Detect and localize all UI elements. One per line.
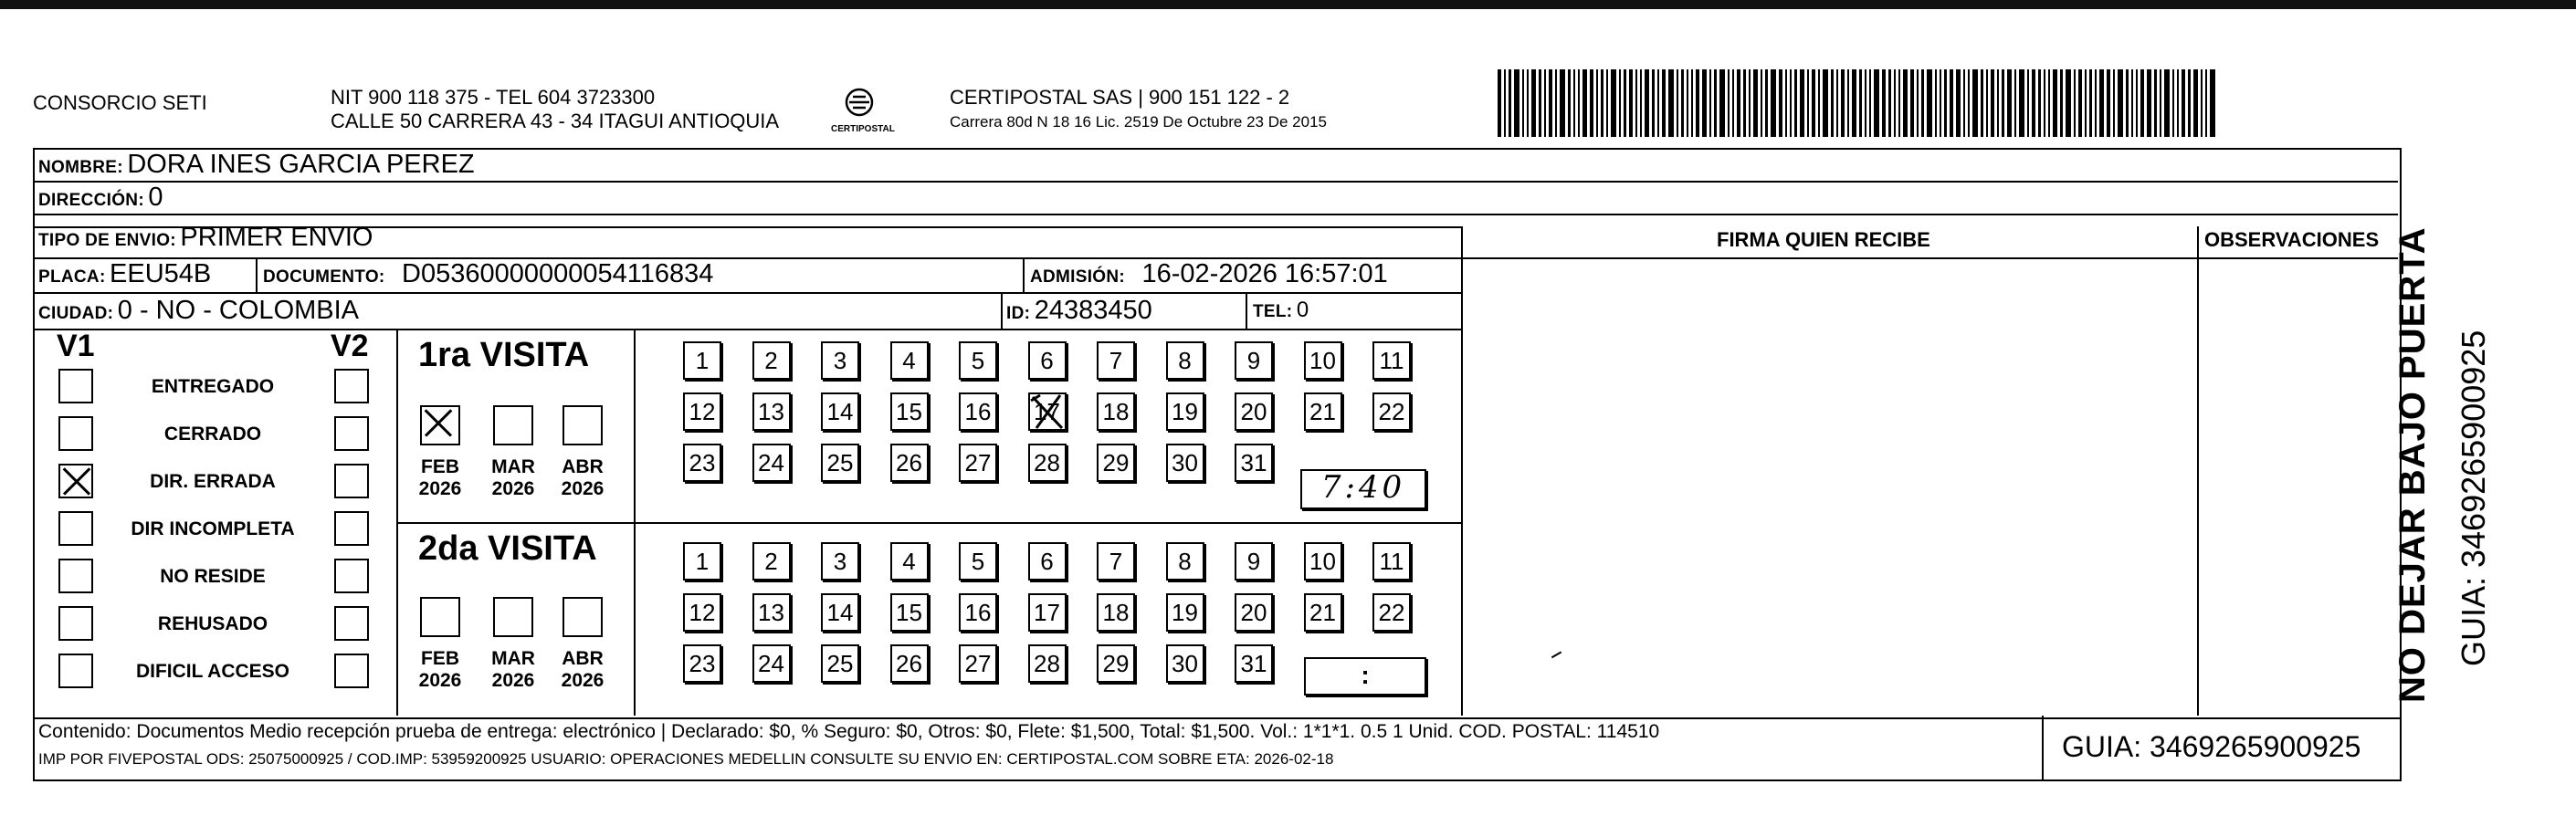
status-label: CERRADO [163, 424, 262, 445]
day-box[interactable] [959, 444, 997, 482]
placa-field [38, 259, 211, 289]
nit-line: NIT 900 118 375 - TEL 604 3723300 [331, 86, 656, 109]
day-box[interactable] [1166, 644, 1204, 683]
day-number: 29 [1102, 649, 1130, 677]
day-box[interactable] [1304, 542, 1342, 581]
imp-text: IMP POR FIVEPOSTAL ODS: 25075000925 / COD.IMP: 53959200925 USUARIO: OPERACIONES MEDELLIN CONSULTE SU ENVIO EN: CERTIPOSTAL.COM SOBRE ETA: 2026-02-18 [38, 750, 1334, 768]
month-checkbox[interactable] [420, 597, 460, 637]
day-number: 15 [896, 397, 922, 425]
v1-checkbox[interactable] [58, 369, 93, 403]
day-box[interactable] [1235, 392, 1273, 431]
day-number: 14 [826, 397, 854, 425]
day-number: 21 [1309, 397, 1336, 425]
v2-checkbox[interactable] [334, 369, 369, 403]
day-box[interactable] [821, 593, 859, 632]
month-label [555, 648, 610, 692]
v1-checkbox[interactable] [58, 464, 93, 498]
tel-label: TEL: [1253, 302, 1293, 321]
day-number: 10 [1309, 547, 1336, 575]
day-number: 20 [1240, 397, 1267, 425]
day-number: 9 [1246, 346, 1261, 374]
day-number: 27 [964, 448, 992, 476]
documento-value: D05360000000054116834 [402, 259, 714, 288]
v2-checkbox[interactable] [334, 559, 369, 593]
day-number: 31 [1240, 649, 1267, 677]
day-box[interactable] [959, 392, 997, 431]
month-name: FEB [421, 648, 459, 669]
col-divider [1461, 226, 1463, 716]
direccion-value: 0 [148, 183, 163, 212]
day-box[interactable] [1372, 542, 1411, 581]
day-number: 14 [826, 598, 854, 626]
month-name: FEB [421, 456, 459, 477]
day-number: 13 [758, 397, 784, 425]
month-checkbox[interactable] [563, 597, 603, 637]
day-box[interactable] [959, 644, 997, 683]
day-box[interactable] [890, 444, 929, 482]
day-number: 9 [1246, 547, 1261, 575]
day-number: 1 [695, 547, 710, 575]
day-number: 20 [1240, 598, 1267, 626]
direccion-label: DIRECCIÓN: [38, 191, 144, 210]
day-box[interactable] [821, 444, 859, 482]
day-box[interactable] [752, 644, 791, 683]
day-box[interactable] [752, 444, 791, 482]
day-box[interactable] [1028, 341, 1067, 380]
day-number: 4 [902, 547, 916, 575]
day-number: 23 [689, 448, 716, 476]
month-checkbox[interactable] [563, 405, 603, 445]
day-strike-mark [1027, 392, 1067, 432]
day-box[interactable] [1097, 341, 1135, 380]
day-box[interactable] [1166, 593, 1204, 632]
id-label: ID: [1006, 304, 1031, 323]
documento-label: DOCUMENTO: [263, 267, 385, 287]
day-number: 23 [689, 649, 716, 677]
day-box[interactable] [959, 341, 997, 380]
tipo-value: PRIMER ENVIO [180, 223, 373, 252]
day-number: 31 [1240, 448, 1267, 476]
barcode [1498, 69, 2219, 137]
month-year: 2026 [491, 478, 535, 499]
day-number: 12 [689, 598, 716, 626]
month-checkbox[interactable] [420, 405, 460, 445]
footer-guia: GUIA: 3469265900925 [2062, 730, 2361, 763]
day-box[interactable] [1028, 593, 1067, 632]
day-box[interactable] [1235, 644, 1273, 683]
day-number: 29 [1102, 448, 1130, 476]
day-number: 28 [1034, 649, 1060, 677]
day-number: 18 [1102, 397, 1130, 425]
day-box[interactable] [683, 644, 721, 683]
day-box[interactable] [959, 542, 997, 581]
day-box[interactable] [752, 593, 791, 632]
day-number: 4 [902, 346, 916, 374]
row-divider [35, 329, 1461, 330]
day-number: 19 [1172, 598, 1198, 626]
day-number: 2 [764, 547, 778, 575]
day-number: 30 [1172, 448, 1198, 476]
form-frame [33, 148, 2402, 719]
month-label [486, 648, 541, 692]
month-year: 2026 [491, 670, 535, 691]
day-box[interactable] [1166, 444, 1204, 482]
day-box[interactable] [1028, 392, 1067, 431]
admision-label: ADMISIÓN: [1030, 267, 1126, 287]
day-number: 30 [1172, 649, 1198, 677]
day-box[interactable] [1235, 593, 1273, 632]
day-box[interactable] [1097, 392, 1135, 431]
day-box[interactable] [1097, 593, 1135, 632]
day-box[interactable] [683, 444, 721, 482]
month-label [486, 456, 541, 500]
month-name: MAR [491, 456, 535, 477]
row-divider [35, 214, 2398, 215]
day-number: 26 [896, 448, 922, 476]
day-number: 8 [1178, 547, 1192, 575]
company-name: CONSORCIO SETI [33, 91, 207, 114]
day-number: 26 [896, 649, 922, 677]
day-box[interactable] [890, 341, 929, 380]
month-year: 2026 [418, 478, 462, 499]
ciudad-value: 0 - NO - COLOMBIA [117, 296, 360, 325]
v2-label: V2 [331, 329, 369, 363]
documento-field [263, 259, 713, 289]
logo-text: CERTIPOSTAL [831, 124, 895, 134]
day-number: 3 [833, 547, 847, 575]
day-box[interactable] [1028, 444, 1067, 482]
day-box[interactable] [890, 542, 929, 581]
day-number: 10 [1309, 346, 1336, 374]
day-box[interactable] [1304, 341, 1342, 380]
col-divider [1001, 292, 1003, 329]
day-number: 11 [1379, 346, 1404, 374]
nombre-value: DORA INES GARCIA PEREZ [127, 150, 475, 179]
visit2-time-box [1304, 657, 1426, 696]
day-number: 7 [1109, 346, 1123, 374]
v1-checkbox[interactable] [58, 654, 93, 688]
day-number: 21 [1309, 598, 1336, 626]
license-line: Carrera 80d N 18 16 Lic. 2519 De Octubre 23 De 2015 [950, 113, 1327, 131]
day-box[interactable] [752, 542, 791, 581]
month-label [555, 456, 610, 500]
tel-value: 0 [1296, 298, 1309, 322]
day-box[interactable] [1166, 392, 1204, 431]
day-number: 22 [1378, 598, 1405, 626]
day-box[interactable] [890, 593, 929, 632]
day-number: 11 [1379, 547, 1404, 575]
day-box[interactable] [1166, 341, 1204, 380]
tipo-field [38, 223, 373, 253]
firma-label: FIRMA QUIEN RECIBE [1717, 228, 1930, 251]
day-box[interactable] [1235, 341, 1273, 380]
visit1-time-box [1300, 469, 1426, 509]
day-box[interactable] [683, 542, 721, 581]
placa-label: PLACA: [38, 267, 106, 287]
day-number: 22 [1378, 397, 1405, 425]
nombre-label: NOMBRE: [38, 158, 123, 177]
day-box[interactable] [1372, 593, 1411, 632]
month-year: 2026 [418, 670, 462, 691]
status-label: DIFICIL ACCESO [135, 661, 289, 682]
admision-value: 16-02-2026 16:57:01 [1141, 259, 1388, 288]
status-label: DIR. ERRADA [150, 471, 276, 492]
contenido-text: Contenido: Documentos Medio recepción prueba de entrega: electrónico | Declarado: $0, % Seguro: $0, Otros: $0, Flete: $1,500, Total: $1,500. Vol.: 1*1*1. 0.5 1 Unid. COD. POSTAL: 114510 [38, 721, 1660, 742]
col-divider [256, 257, 258, 292]
day-box[interactable] [1372, 341, 1411, 380]
status-label: ENTREGADO [151, 376, 275, 397]
admision-field [1030, 259, 1388, 289]
tel-field [1253, 298, 1309, 323]
day-number: 7 [1109, 547, 1123, 575]
month-checkbox[interactable] [493, 405, 533, 445]
id-field [1006, 296, 1152, 326]
day-box[interactable] [683, 392, 721, 431]
col-divider [1246, 292, 1247, 329]
v2-checkbox[interactable] [334, 606, 369, 641]
side-warning: NO DEJAR BAJO PUERTA [2392, 226, 2433, 703]
address-line: CALLE 50 CARRERA 43 - 34 ITAGUI ANTIOQUIA [331, 110, 780, 132]
day-number: 13 [758, 598, 784, 626]
v1-label: V1 [57, 329, 95, 363]
day-number: 24 [758, 649, 784, 677]
day-number: 28 [1034, 448, 1060, 476]
status-label: DIR INCOMPLETA [131, 518, 295, 539]
month-name: ABR [562, 456, 604, 477]
ciudad-field [38, 296, 359, 326]
day-box[interactable] [821, 542, 859, 581]
day-box[interactable] [1028, 542, 1067, 581]
month-label [413, 648, 468, 692]
day-box[interactable] [821, 644, 859, 683]
v2-checkbox[interactable] [334, 416, 369, 451]
status-label: REHUSADO [157, 613, 268, 634]
v1-checkbox[interactable] [58, 511, 93, 546]
day-box[interactable] [1235, 444, 1273, 482]
day-box[interactable] [1372, 392, 1411, 431]
day-box[interactable] [1235, 542, 1273, 581]
visit2-time-value: : [1361, 661, 1370, 689]
v2-checkbox[interactable] [334, 511, 369, 546]
day-number: 17 [1034, 598, 1060, 626]
month-year: 2026 [561, 670, 605, 691]
day-box[interactable] [1097, 644, 1135, 683]
col-divider [2042, 716, 2044, 779]
day-box[interactable] [752, 392, 791, 431]
direccion-field [38, 183, 163, 213]
v1-checkbox[interactable] [58, 559, 93, 593]
day-box[interactable] [683, 341, 721, 380]
day-number: 2 [764, 346, 778, 374]
day-box[interactable] [1097, 444, 1135, 482]
day-box[interactable] [821, 341, 859, 380]
day-number: 5 [971, 346, 985, 374]
day-box[interactable] [1028, 644, 1067, 683]
day-number: 17 [1034, 397, 1060, 425]
day-number: 18 [1102, 598, 1130, 626]
day-number: 25 [826, 649, 854, 677]
day-number: 8 [1178, 346, 1192, 374]
side-guia: GUIA: 3469265900925 [2455, 330, 2492, 666]
day-box[interactable] [752, 341, 791, 380]
v2-checkbox[interactable] [334, 464, 369, 498]
day-number: 1 [695, 346, 710, 374]
day-number: 27 [964, 649, 992, 677]
day-number: 16 [964, 598, 992, 626]
month-checkbox[interactable] [493, 597, 533, 637]
day-number: 5 [971, 547, 985, 575]
visit-divider [398, 522, 1461, 524]
status-label: NO RESIDE [160, 566, 266, 587]
day-number: 6 [1040, 346, 1054, 374]
observaciones-label: OBSERVACIONES [2204, 228, 2380, 251]
day-box[interactable] [959, 593, 997, 632]
month-name: ABR [562, 648, 604, 669]
ciudad-label: CIUDAD: [38, 304, 114, 323]
visit2-title: 2da VISITA [418, 529, 597, 568]
day-number: 12 [689, 397, 716, 425]
day-box[interactable] [683, 593, 721, 632]
day-number: 19 [1172, 397, 1198, 425]
v1-checkbox[interactable] [58, 606, 93, 641]
day-number: 15 [896, 598, 922, 626]
day-box[interactable] [1304, 593, 1342, 632]
day-number: 24 [758, 448, 784, 476]
month-name: MAR [491, 648, 535, 669]
visit1-time-value: 7:40 [1320, 469, 1406, 506]
month-label [413, 456, 468, 500]
day-number: 6 [1040, 547, 1054, 575]
visit1-title: 1ra VISITA [418, 336, 590, 374]
day-box[interactable] [1097, 542, 1135, 581]
day-number: 25 [826, 448, 854, 476]
scan-edge [0, 0, 2576, 9]
nombre-field [38, 150, 475, 180]
placa-value: EEU54B [110, 259, 212, 288]
day-box[interactable] [890, 392, 929, 431]
day-box[interactable] [890, 644, 929, 683]
provider-line: CERTIPOSTAL SAS | 900 151 122 - 2 [950, 86, 1290, 109]
day-number: 3 [833, 346, 847, 374]
v2-checkbox[interactable] [334, 654, 369, 688]
col-divider [2197, 226, 2199, 716]
day-number: 16 [964, 397, 992, 425]
v1-checkbox[interactable] [58, 416, 93, 451]
row-divider [35, 181, 2398, 183]
col-divider [1023, 257, 1025, 292]
id-value: 24383450 [1034, 296, 1152, 325]
day-box[interactable] [821, 392, 859, 431]
tipo-label: TIPO DE ENVIO: [38, 231, 176, 250]
day-box[interactable] [1304, 392, 1342, 431]
day-box[interactable] [1166, 542, 1204, 581]
month-year: 2026 [561, 478, 605, 499]
